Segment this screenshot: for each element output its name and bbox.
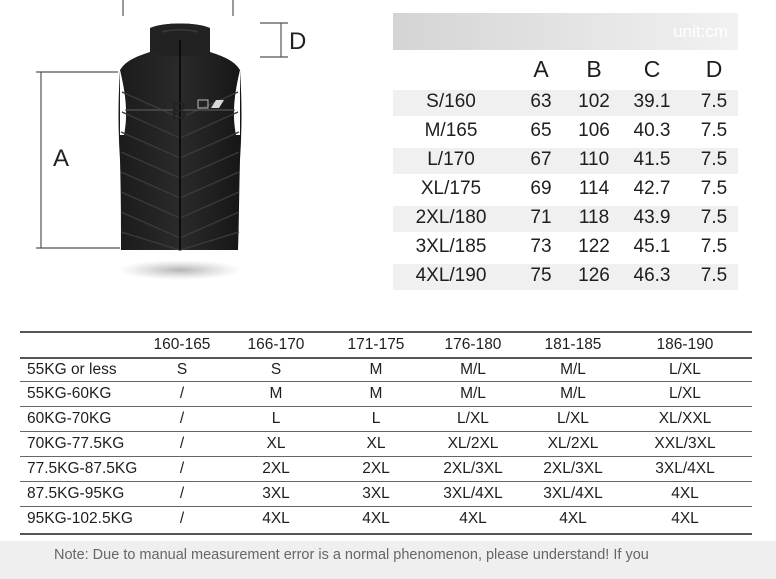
recommended-size-cell: 2XL xyxy=(362,460,390,477)
recommended-size-cell: 4XL xyxy=(671,485,699,502)
size-cell: 71 xyxy=(530,207,552,228)
recommended-size-cell: / xyxy=(179,485,185,502)
size-cell: 7.5 xyxy=(700,91,728,112)
recommended-size-cell: 3XL/4XL xyxy=(543,485,603,502)
recommended-size-cell: / xyxy=(179,410,185,427)
recommended-size-cell: M xyxy=(269,385,283,402)
size-column-header: B xyxy=(586,56,602,82)
recommended-size-cell: M/L xyxy=(560,361,586,378)
recommended-size-cell: L/XL xyxy=(669,385,701,402)
size-cell: 7.5 xyxy=(700,149,728,170)
unit-bar xyxy=(393,13,738,50)
size-cell: 110 xyxy=(578,149,610,170)
recommended-size-cell: XL xyxy=(266,435,286,452)
size-cell: 114 xyxy=(578,178,610,199)
size-column-header: A xyxy=(533,56,549,82)
size-cell: 45.1 xyxy=(633,236,671,257)
size-row-label: XL/175 xyxy=(420,178,482,199)
size-cell: 126 xyxy=(578,265,610,286)
table-rule xyxy=(20,506,752,507)
weight-row-label: 77.5KG-87.5KG xyxy=(27,460,138,477)
size-cell: 73 xyxy=(530,236,552,257)
size-row-label: L/170 xyxy=(427,149,475,170)
recommended-size-cell: L xyxy=(371,410,381,427)
recommended-size-cell: M/L xyxy=(560,385,586,402)
size-row-label: 4XL/190 xyxy=(415,265,487,286)
dimension-label-b: B xyxy=(171,98,188,125)
recommended-size-cell: XXL/3XL xyxy=(654,435,716,452)
recommended-size-cell: 4XL xyxy=(671,510,699,527)
recommended-size-cell: 2XL/3XL xyxy=(543,460,603,477)
table-rule xyxy=(20,381,752,382)
size-cell: 69 xyxy=(530,178,552,199)
recommended-size-cell: 4XL xyxy=(459,510,487,527)
size-cell: 39.1 xyxy=(633,91,671,112)
recommended-size-cell: XL/2XL xyxy=(447,435,499,452)
height-column-header: 181-185 xyxy=(544,336,602,353)
recommended-size-cell: 3XL/4XL xyxy=(443,485,503,502)
weight-row-label: 55KG-60KG xyxy=(27,385,112,402)
size-cell: 46.3 xyxy=(633,265,671,286)
recommended-size-cell: 3XL xyxy=(262,485,290,502)
size-cell: 40.3 xyxy=(633,120,671,141)
height-column-header: 166-170 xyxy=(247,336,305,353)
recommended-size-cell: L/XL xyxy=(557,410,589,427)
recommended-size-cell: / xyxy=(179,460,185,477)
size-cell: 75 xyxy=(530,265,552,286)
recommended-size-cell: M/L xyxy=(460,385,486,402)
size-cell: 7.5 xyxy=(700,236,728,257)
recommended-size-cell: 4XL xyxy=(362,510,390,527)
recommended-size-cell: / xyxy=(179,385,185,402)
height-column-header: 176-180 xyxy=(444,336,502,353)
weight-row-label: 60KG-70KG xyxy=(27,410,112,427)
recommended-size-cell: S xyxy=(270,361,282,378)
height-column-header: 160-165 xyxy=(153,336,211,353)
recommended-size-cell: L/XL xyxy=(457,410,489,427)
size-cell: 7.5 xyxy=(700,265,728,286)
recommended-size-cell: XL/XXL xyxy=(658,410,712,427)
size-cell: 102 xyxy=(578,91,610,112)
table-rule xyxy=(20,331,752,333)
recommended-size-cell: M xyxy=(369,361,383,378)
recommended-size-cell: L/XL xyxy=(669,361,701,378)
size-cell: 43.9 xyxy=(633,207,671,228)
size-cell: 106 xyxy=(578,120,610,141)
recommended-size-cell: 3XL/4XL xyxy=(655,460,715,477)
table-rule xyxy=(20,406,752,407)
size-cell: 7.5 xyxy=(700,120,728,141)
recommended-size-cell: S xyxy=(176,361,188,378)
weight-row-label: 70KG-77.5KG xyxy=(27,435,125,452)
recommended-size-cell: M xyxy=(369,385,383,402)
size-row-label: S/160 xyxy=(426,91,476,112)
unit-label: unit:cm xyxy=(673,22,728,41)
size-cell: 63 xyxy=(530,91,552,112)
size-row-label: 2XL/180 xyxy=(415,207,487,228)
recommended-size-cell: 2XL xyxy=(262,460,290,477)
height-column-header: 171-175 xyxy=(347,336,405,353)
size-row-label: 3XL/185 xyxy=(415,236,487,257)
size-cell: 41.5 xyxy=(633,149,671,170)
table-rule xyxy=(20,481,752,482)
size-cell: 67 xyxy=(530,149,552,170)
vest-shadow xyxy=(118,260,242,280)
size-column-header: C xyxy=(643,56,661,82)
recommended-size-cell: 3XL xyxy=(362,485,390,502)
recommended-size-cell: 4XL xyxy=(262,510,290,527)
size-cell: 7.5 xyxy=(700,178,728,199)
vest-image xyxy=(119,24,242,251)
size-column-header: D xyxy=(705,56,723,82)
table-rule xyxy=(20,533,752,535)
recommended-size-cell: 4XL xyxy=(559,510,587,527)
weight-row-label: 95KG-102.5KG xyxy=(27,510,133,527)
recommended-size-cell: 2XL/3XL xyxy=(443,460,503,477)
dimension-label-a: A xyxy=(53,145,70,172)
recommended-size-cell: XL/2XL xyxy=(547,435,599,452)
weight-row-label: 87.5KG-95KG xyxy=(27,485,125,502)
weight-row-label: 55KG or less xyxy=(27,361,117,378)
size-cell: 65 xyxy=(530,120,552,141)
dimension-label-d: D xyxy=(289,28,307,55)
size-cell: 42.7 xyxy=(633,178,671,199)
size-cell: 122 xyxy=(578,236,610,257)
table-rule xyxy=(20,456,752,457)
recommended-size-cell: M/L xyxy=(460,361,486,378)
size-row-label: M/165 xyxy=(424,120,478,141)
recommended-size-cell: / xyxy=(179,435,185,452)
size-cell: 118 xyxy=(578,207,610,228)
recommended-size-cell: L xyxy=(271,410,281,427)
measurement-note: Note: Due to manual measurement error is a normal phenomenon, please understand! If you xyxy=(54,547,649,563)
recommended-size-cell: XL xyxy=(366,435,386,452)
table-rule xyxy=(20,431,752,432)
size-cell: 7.5 xyxy=(700,207,728,228)
table-rule xyxy=(20,357,752,359)
recommended-size-cell: / xyxy=(179,510,185,527)
height-column-header: 186-190 xyxy=(656,336,714,353)
